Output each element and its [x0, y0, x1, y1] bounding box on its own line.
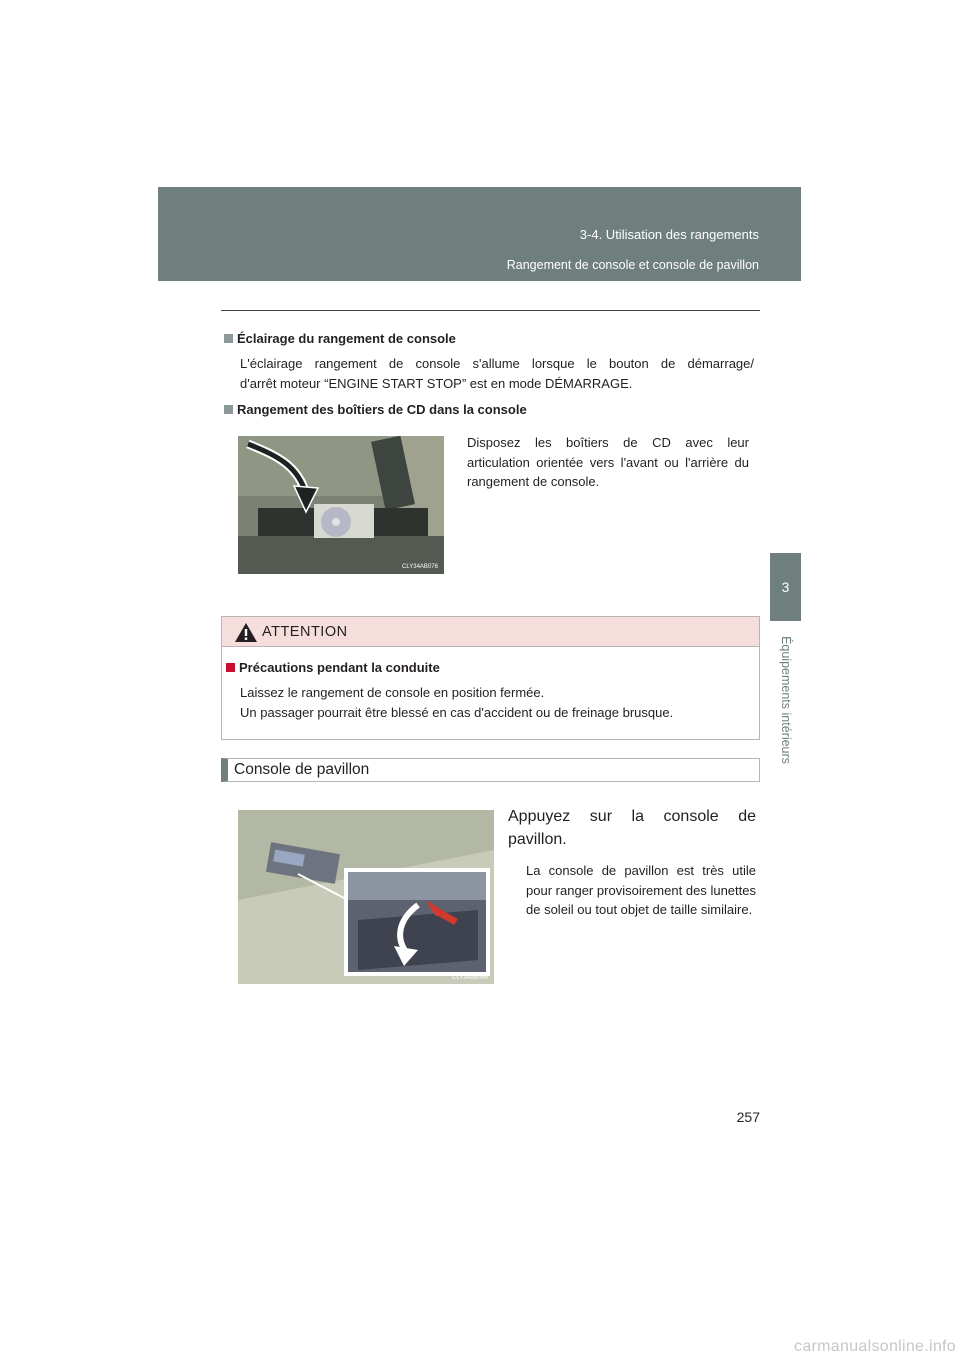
- attention-box: [221, 616, 760, 740]
- chapter-label: Équipements intérieurs: [779, 636, 793, 764]
- header-section-title: 3-4. Utilisation des rangements: [579, 227, 759, 242]
- section-title: Console de pavillon: [234, 761, 370, 778]
- attention-line-1: Laissez le rangement de console en position fermée.: [240, 685, 545, 700]
- chapter-tab: 3: [770, 553, 801, 621]
- cd-storage-heading: Rangement des boîtiers de CD dans la console: [224, 402, 527, 417]
- bullet-square-icon: [226, 663, 235, 672]
- attention-line-2: Un passager pourrait être blessé en cas d'accident ou de freinage brusque.: [240, 705, 674, 720]
- attention-title: ATTENTION: [262, 624, 348, 640]
- bullet-square-icon: [224, 405, 233, 414]
- header-subtitle: Rangement de console et console de pavillon: [506, 258, 759, 272]
- photo-code: CLY34AB076: [402, 564, 438, 570]
- overhead-console-note: La console de pavillon est très utile pour ranger provisoirement des lunettes de soleil ou tout objet de taille similaire.: [526, 863, 756, 917]
- section-title-bar: [221, 758, 760, 782]
- console-light-text: L'éclairage rangement de console s'allume lorsque le bouton de démarrage/ d'arrêt moteur “ENGINE START STOP” est en mode DÉMARRAGE.: [240, 356, 754, 391]
- attention-header: [222, 617, 759, 647]
- bullet-square-icon: [224, 334, 233, 343]
- photo-code: CLY34AB069: [452, 975, 488, 981]
- overhead-console-photo: [238, 810, 494, 984]
- attention-subheading: Précautions pendant la conduite: [226, 660, 440, 675]
- cd-storage-description: Disposez les boîtiers de CD avec leur articulation orientée vers l'avant ou l'arrière du rangement de console.: [467, 435, 749, 489]
- overhead-console-instruction: Appuyez sur la console de pavillon.: [508, 808, 756, 848]
- watermark: carmanualsonline.info: [794, 1338, 956, 1355]
- header-band: [158, 187, 801, 281]
- warning-triangle-icon: [235, 623, 257, 647]
- cd-storage-photo: [238, 436, 444, 574]
- top-rule: [221, 310, 760, 311]
- console-light-heading: Éclairage du rangement de console: [224, 331, 456, 346]
- page-number: 257: [736, 1109, 760, 1125]
